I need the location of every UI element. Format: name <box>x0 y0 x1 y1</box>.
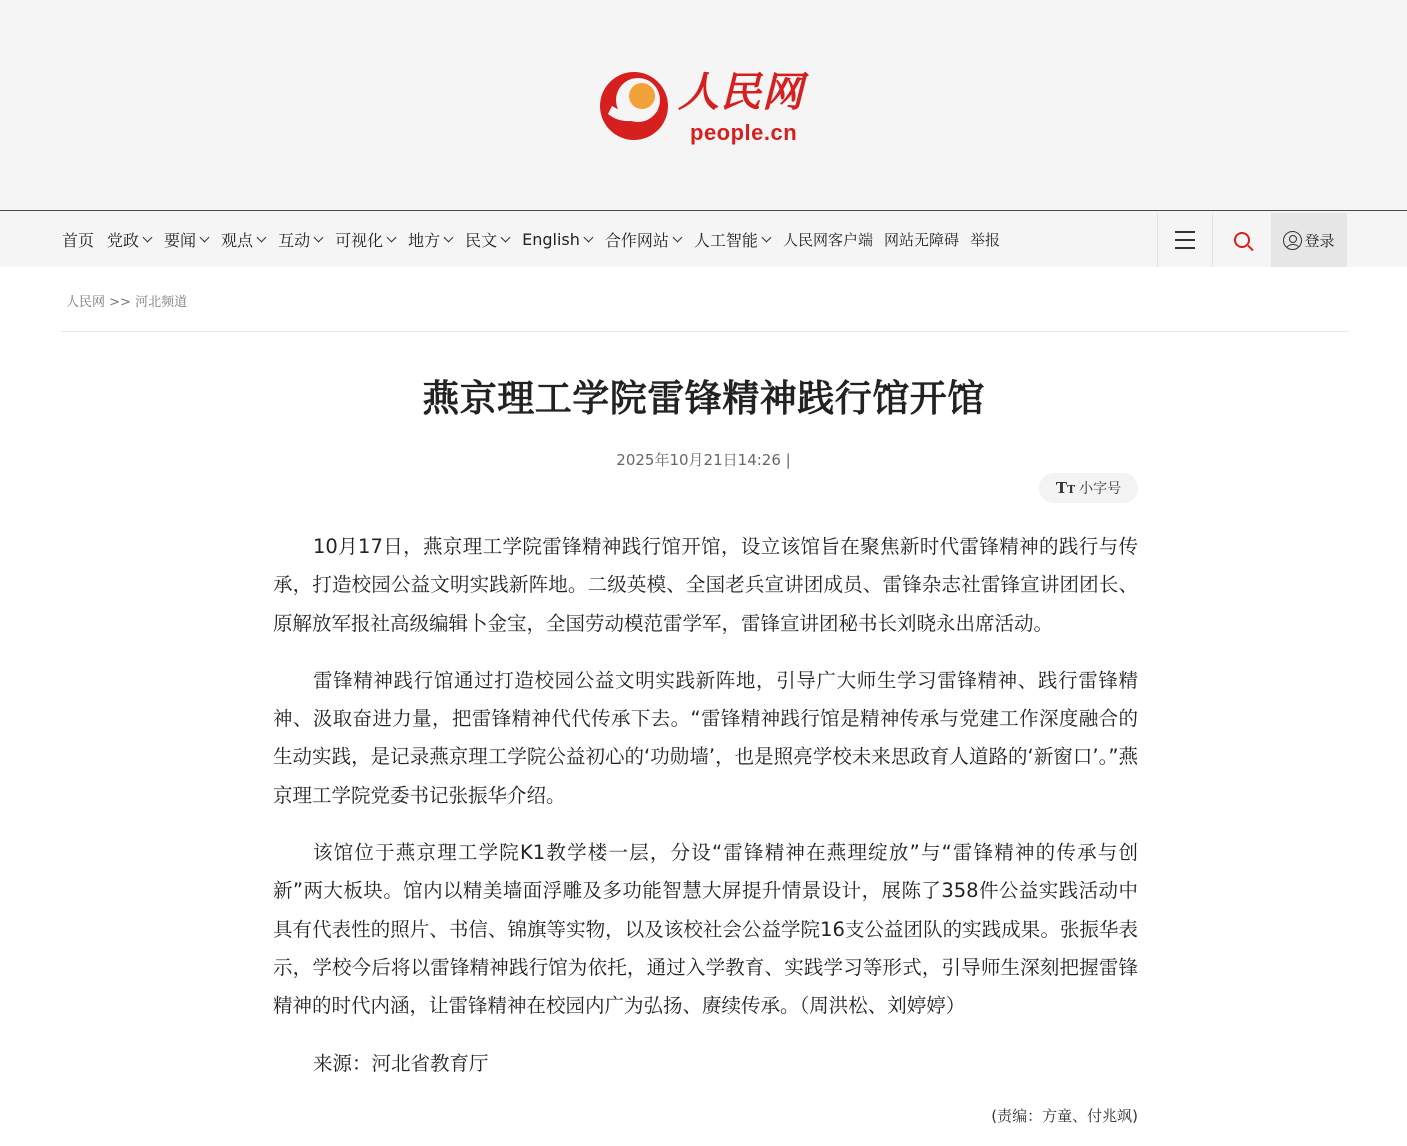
nav-item-label: 要闻 <box>164 230 197 250</box>
chevron-down-icon <box>583 232 593 242</box>
nav-item-home[interactable] <box>62 228 94 251</box>
article-paragraph: 10月17日，燕京理工学院雷锋精神践行馆开馆，设立该馆旨在聚焦新时代雷锋精神的践行与传承，打造校园公益文明实践新阵地。二级英模、全国老兵宣讲团成员、雷锋杂志社雷锋宣讲团团长、原解放军报社高级编辑卜金宝，全国劳动模范雷学军，雷锋宣讲团秘书长刘晓永出席活动。 <box>273 535 1138 635</box>
publish-time: 2025年10月21日14:26 | <box>616 451 791 469</box>
nav-item-label: English <box>522 229 580 249</box>
logo-chinese-text: 人民网 <box>678 68 804 116</box>
nav-item-opinion[interactable] <box>221 228 265 251</box>
nav-item-local[interactable] <box>408 228 452 251</box>
chevron-down-icon <box>501 232 511 242</box>
chevron-down-icon <box>672 232 682 242</box>
logo-emblem-icon <box>598 70 670 142</box>
masthead <box>0 0 1407 211</box>
menu-button[interactable] <box>1157 213 1213 267</box>
divider <box>61 331 1349 332</box>
breadcrumb <box>66 291 187 310</box>
hamburger-icon <box>1175 231 1195 249</box>
main-navbar <box>0 211 1407 267</box>
nav-items <box>62 211 1011 267</box>
chevron-down-icon <box>387 232 397 242</box>
chevron-down-icon <box>257 232 267 242</box>
login-label: 登录 <box>1304 231 1335 250</box>
people-cn-logo[interactable] <box>598 62 814 152</box>
article-paragraph: 雷锋精神践行馆通过打造校园公益文明实践新阵地，引导广大师生学习雷锋精神、践行雷锋精神、汲取奋进力量，把雷锋精神代代传承下去。“雷锋精神践行馆是精神传承与党建工作深度融合的生动实践，是记录燕京理工学院公益初心的‘功勋墙’，也是照亮学校未来思政育人道路的‘新窗口’。”燕京理工学院党委书记张振华介绍。 <box>273 668 1138 807</box>
nav-item-label: 地方 <box>408 230 441 250</box>
text-size-icon: TT <box>1055 479 1076 497</box>
chevron-down-icon <box>143 232 153 242</box>
nav-item-label: 党政 <box>107 230 140 250</box>
breadcrumb-channel-link[interactable]: 河北频道 <box>135 295 188 310</box>
nav-item-party-gov[interactable] <box>107 228 151 251</box>
chevron-down-icon <box>444 232 454 242</box>
nav-item-english[interactable] <box>522 230 592 249</box>
article-paragraph: 该馆位于燕京理工学院K1教学楼一层，分设“雷锋精神在燕理绽放”与“雷锋精神的传承与创新”两大板块。馆内以精美墙面浮雕及多功能智慧大屏提升情景设计，展陈了358件公益实践活动中具有代表性的照片、书信、锦旗等实物，以及该校社会公益学院16支公益团队的实践成果。张振华表示，学校今后将以雷锋精神践行馆为依托，通过入学教育、实践学习等形式，引导师生深刻把握雷锋精神的时代内涵，让雷锋精神在校园内广为弘扬、赓续传承。（周洪松、刘婷婷） <box>273 841 1138 1018</box>
nav-item-label: 举报 <box>969 230 1000 249</box>
search-icon <box>1234 232 1250 248</box>
nav-item-news[interactable] <box>164 228 208 251</box>
logo-domain-text: people.cn <box>690 120 798 145</box>
nav-item-ai[interactable] <box>694 228 770 251</box>
font-size-toggle-label: 小字号 <box>1079 481 1122 497</box>
breadcrumb-separator: >> <box>105 295 136 310</box>
nav-item-app[interactable] <box>783 229 873 250</box>
user-icon <box>1283 231 1302 250</box>
article-body <box>273 528 1138 1102</box>
nav-item-label: 人工智能 <box>693 230 758 250</box>
nav-item-label: 观点 <box>221 230 254 250</box>
nav-item-accessibility[interactable] <box>884 229 959 250</box>
nav-item-label: 网站无障碍 <box>883 230 959 249</box>
nav-item-visual[interactable] <box>335 228 395 251</box>
chevron-down-icon <box>200 232 210 242</box>
nav-item-label: 首页 <box>62 230 95 250</box>
nav-item-report[interactable] <box>970 229 1000 250</box>
font-size-toggle-button[interactable] <box>1039 473 1138 503</box>
nav-item-minority[interactable] <box>465 228 509 251</box>
login-button[interactable] <box>1271 213 1347 267</box>
article-editor: (责编：方童、付兆飒) <box>991 1107 1138 1125</box>
nav-item-interact[interactable] <box>278 228 322 251</box>
article-source: 来源：河北省教育厅 <box>313 1051 489 1075</box>
nav-item-partners[interactable] <box>605 228 681 251</box>
chevron-down-icon <box>314 232 324 242</box>
search-button[interactable] <box>1213 213 1271 267</box>
nav-item-label: 人民网客户端 <box>782 230 873 249</box>
breadcrumb-home-link[interactable]: 人民网 <box>66 295 106 310</box>
nav-item-label: 可视化 <box>335 230 384 250</box>
nav-item-label: 互动 <box>278 230 311 250</box>
nav-item-label: 合作网站 <box>604 230 669 250</box>
nav-item-label: 民文 <box>465 230 498 250</box>
chevron-down-icon <box>761 232 771 242</box>
article-title: 燕京理工学院雷锋精神践行馆开馆 <box>422 377 985 420</box>
